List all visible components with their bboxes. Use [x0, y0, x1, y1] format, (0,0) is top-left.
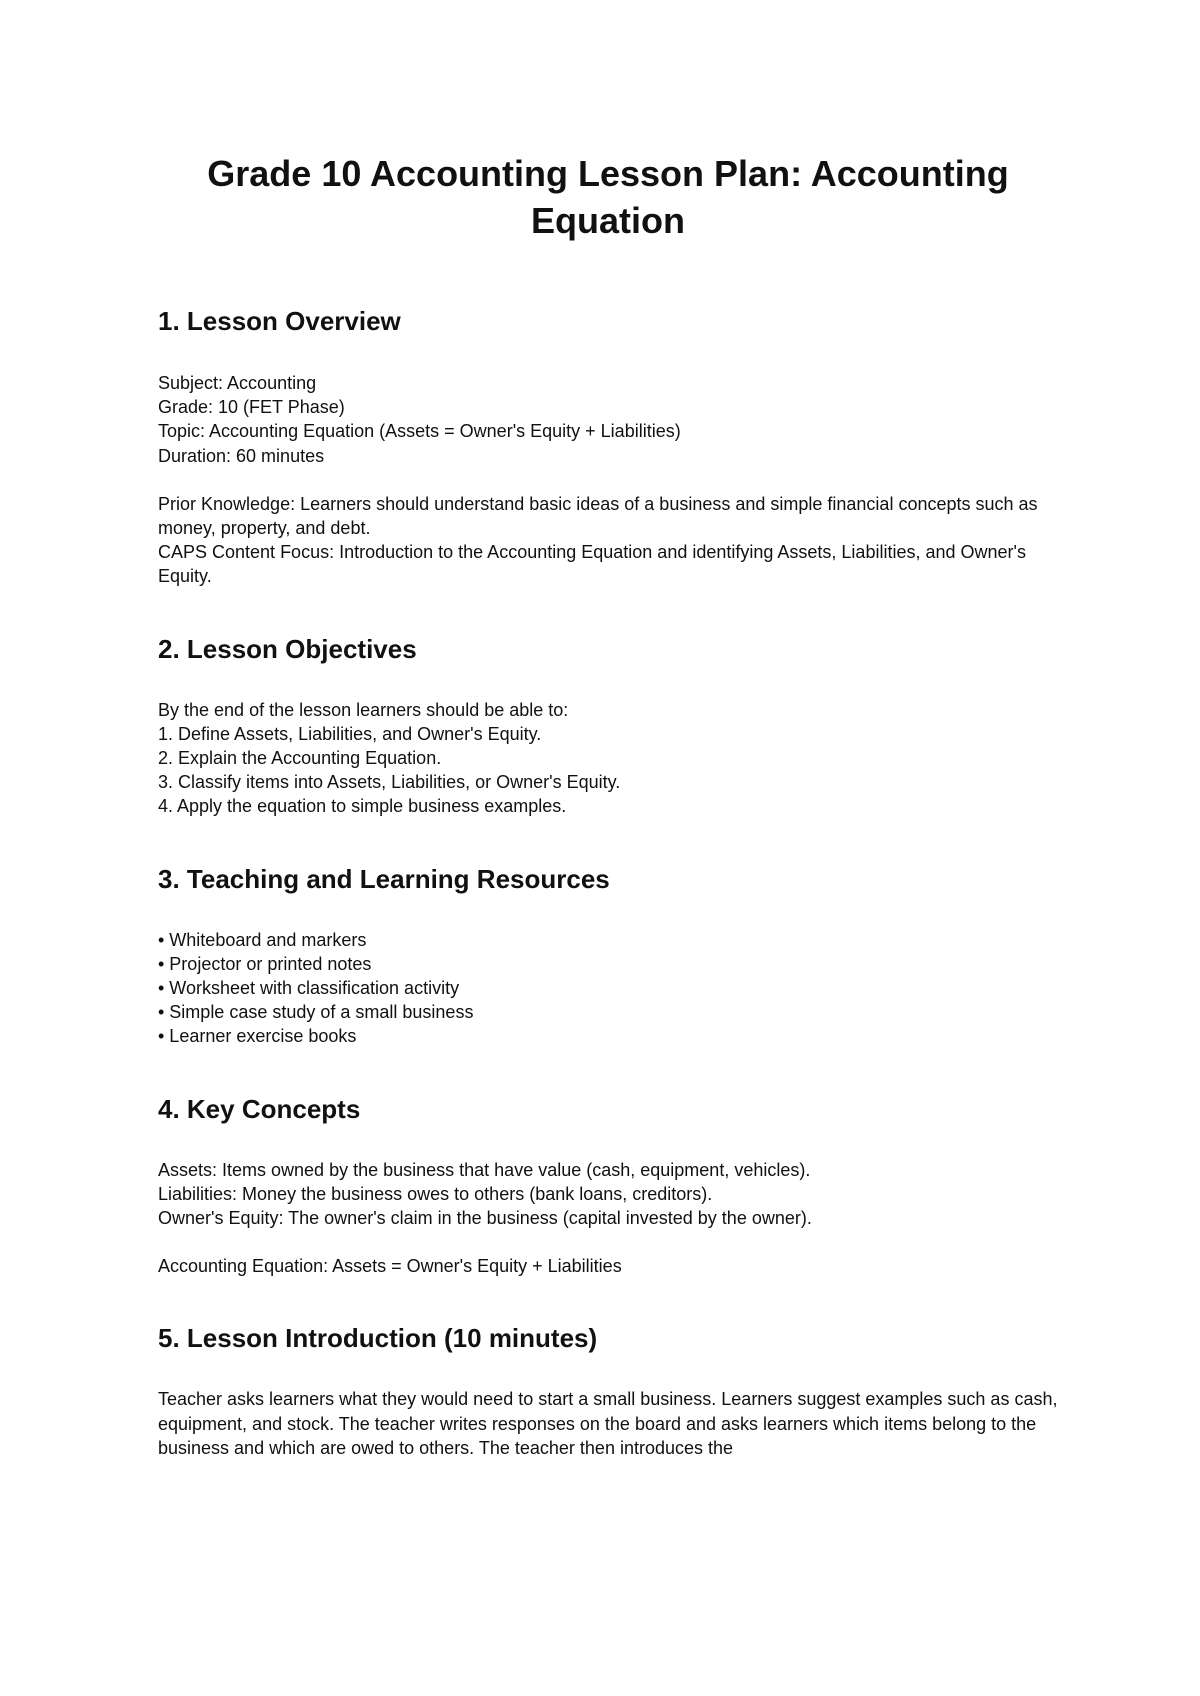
overview-grade: Grade: 10 (FET Phase): [158, 397, 345, 418]
key-concepts-body: [158, 1158, 1058, 1279]
resource-item: • Learner exercise books: [158, 1026, 357, 1047]
document-title: Grade 10 Accounting Lesson Plan: Accounting Equation: [207, 153, 1009, 241]
lesson-introduction-body: [158, 1387, 1058, 1460]
concept-liabilities: Liabilities: Money the business owes to others (bank loans, creditors).: [158, 1183, 713, 1204]
concept-owners-equity: Owner's Equity: The owner's claim in the business (capital invested by the owner).: [158, 1208, 812, 1229]
resource-item: • Whiteboard and markers: [158, 929, 367, 950]
concept-equation: Accounting Equation: Assets = Owner's Equity + Liabilities: [158, 1256, 622, 1277]
concept-assets: Assets: Items owned by the business that have value (cash, equipment, vehicles).: [158, 1159, 811, 1180]
overview-spacer: [158, 468, 1058, 492]
heading-lesson-overview: 1. Lesson Overview: [158, 306, 401, 336]
document-content: [158, 150, 1058, 1460]
objective-item: 3. Classify items into Assets, Liabilities, or Owner's Equity.: [158, 772, 621, 793]
key-concepts-spacer: [158, 1230, 1058, 1254]
overview-duration: Duration: 60 minutes: [158, 445, 325, 466]
overview-topic: Topic: Accounting Equation (Assets = Owner's Equity + Liabilities): [158, 421, 681, 442]
lesson-objectives-body: [158, 698, 1058, 819]
overview-prior-knowledge: Prior Knowledge: Learners should understand basic ideas of a business and simple financial concepts such as money, property, and debt.: [158, 493, 1038, 539]
resources-list: [158, 928, 1058, 1049]
overview-subject: Subject: Accounting: [158, 373, 317, 393]
objectives-intro: By the end of the lesson learners should be able to:: [158, 699, 569, 720]
heading-lesson-introduction: 5. Lesson Introduction (10 minutes): [158, 1323, 598, 1354]
heading-lesson-objectives: 2. Lesson Objectives: [158, 633, 417, 664]
overview-caps-focus: CAPS Content Focus: Introduction to the Accounting Equation and identifying Assets, Liabilities, and Owner's Equity.: [158, 542, 1026, 587]
heading-resources: 3. Teaching and Learning Resources: [158, 863, 610, 894]
heading-key-concepts: 4. Key Concepts: [158, 1093, 361, 1124]
objective-item: 2. Explain the Accounting Equation.: [158, 748, 442, 769]
introduction-paragraph: Teacher asks learners what they would need to start a small business. Learners suggest examples such as cash, equipment, and stock. The teacher writes responses on the board and asks learners which items belong to the business and which are owed to others. The teacher then introduces the: [158, 1389, 1058, 1458]
resource-item: • Simple case study of a small business: [158, 1002, 474, 1023]
resource-item: • Worksheet with classification activity: [158, 978, 460, 999]
objective-item: 1. Define Assets, Liabilities, and Owner's Equity.: [158, 723, 542, 744]
lesson-overview-body: [158, 371, 1058, 589]
resource-item: • Projector or printed notes: [158, 953, 372, 974]
objective-item: 4. Apply the equation to simple business examples.: [158, 796, 567, 817]
